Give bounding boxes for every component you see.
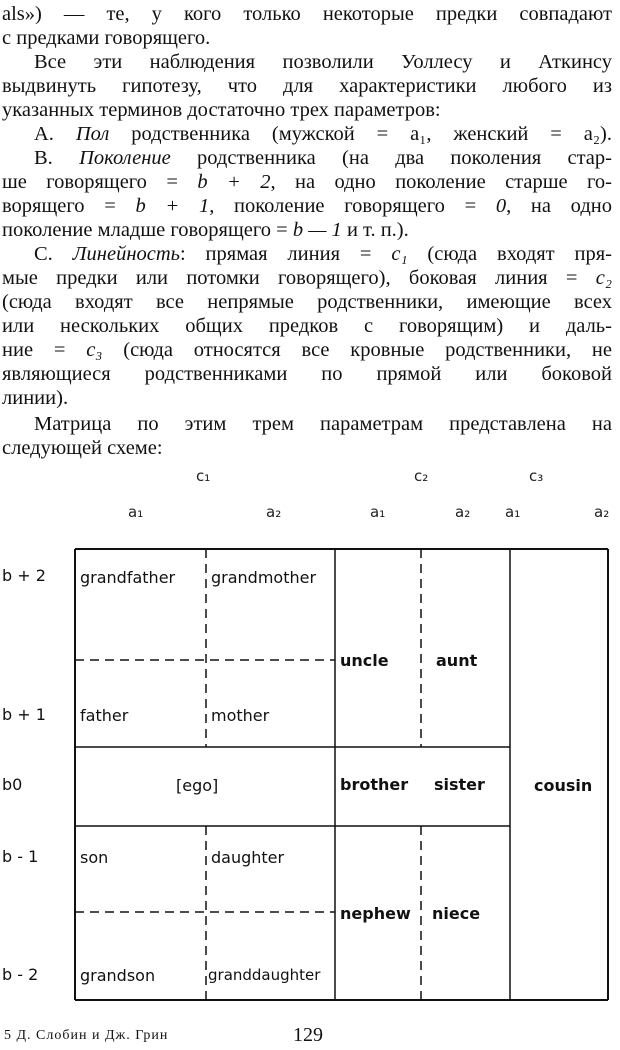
cell-father: father bbox=[80, 706, 129, 725]
text-line: с предками говорящего. bbox=[2, 27, 211, 49]
text-line: линии). bbox=[2, 387, 69, 409]
text-line: следующей схеме: bbox=[2, 437, 163, 459]
text-line: или нескольких общих предков с говорящим) и даль- bbox=[2, 315, 612, 337]
text-line: (сюда входят все непрямые родственники, имеющие всех bbox=[2, 291, 612, 313]
row-label-b0: b0 bbox=[2, 775, 23, 794]
text-line: als») — те, у кого только некоторые предки совпадают bbox=[2, 3, 612, 25]
row-label-bm2: b - 2 bbox=[2, 965, 39, 984]
cell-grandfather: grandfather bbox=[80, 568, 176, 587]
text-line: выдвинуть гипотезу, что для характеристики любого из bbox=[2, 75, 612, 97]
header-a2: a₂ bbox=[266, 503, 282, 521]
text-line: ние = c₃ (сюда относятся все кровные родственники, не bbox=[2, 339, 612, 361]
cell-cousin: cousin bbox=[534, 776, 593, 795]
param-c-line: С. Линейность: прямая линия = c₁ (сюда входят пря- bbox=[34, 243, 612, 265]
text-line: ше говорящего = b + 2, на одно поколение старше го- bbox=[2, 171, 612, 193]
header-c3: c₃ bbox=[529, 467, 544, 485]
header-a1: a₁ bbox=[505, 503, 521, 521]
text-line: Все эти наблюдения позволили Уоллесу и Аткинсу bbox=[34, 51, 612, 73]
param-a-line: А. Пол родственника (мужской = a₁, женский = a₂). bbox=[34, 123, 612, 145]
cell-aunt: aunt bbox=[436, 651, 478, 670]
cell-grandson: grandson bbox=[80, 966, 156, 985]
cell-brother: brother bbox=[340, 775, 409, 794]
header-c2: c₂ bbox=[414, 467, 429, 485]
cell-mother: mother bbox=[211, 706, 270, 725]
printer-signature: 5 Д. Слобин и Дж. Грин bbox=[4, 1028, 169, 1043]
header-a2: a₂ bbox=[594, 503, 610, 521]
cell-daughter: daughter bbox=[211, 848, 285, 867]
cell-grandmother: grandmother bbox=[211, 568, 317, 587]
header-c1: c₁ bbox=[196, 467, 211, 485]
header-a1: a₁ bbox=[128, 503, 144, 521]
header-a2: a₂ bbox=[455, 503, 471, 521]
cell-son: son bbox=[80, 848, 109, 867]
text-line: указанных терминов достаточно трех параметров: bbox=[2, 99, 441, 121]
param-b-line: B. Поколение родственника (на два поколения стар- bbox=[34, 147, 612, 169]
cell-nephew: nephew bbox=[340, 904, 411, 923]
cell-granddaughter: granddaughter bbox=[208, 966, 321, 984]
row-label-b1: b + 1 bbox=[2, 705, 46, 724]
text-line: ворящего = b + 1, поколение говорящего = 0, на одно bbox=[2, 195, 612, 217]
cell-uncle: uncle bbox=[340, 651, 389, 670]
cell-niece: niece bbox=[432, 904, 481, 923]
text-line: мые предки или потомки говорящего), боковая линия = c₂ bbox=[2, 267, 612, 289]
row-label-b2: b + 2 bbox=[2, 566, 46, 585]
text-line: поколение младше говорящего = b — 1 и т. п.). bbox=[2, 219, 409, 241]
text-line: Матрица по этим трем параметрам представлена на bbox=[34, 413, 612, 435]
page-number: 129 bbox=[293, 1024, 323, 1046]
header-a1: a₁ bbox=[370, 503, 386, 521]
cell-sister: sister bbox=[434, 775, 485, 794]
row-label-bm1: b - 1 bbox=[2, 847, 39, 866]
cell-ego: [ego] bbox=[176, 776, 219, 795]
text-line: являющиеся родственниками по прямой или боковой bbox=[2, 363, 612, 385]
